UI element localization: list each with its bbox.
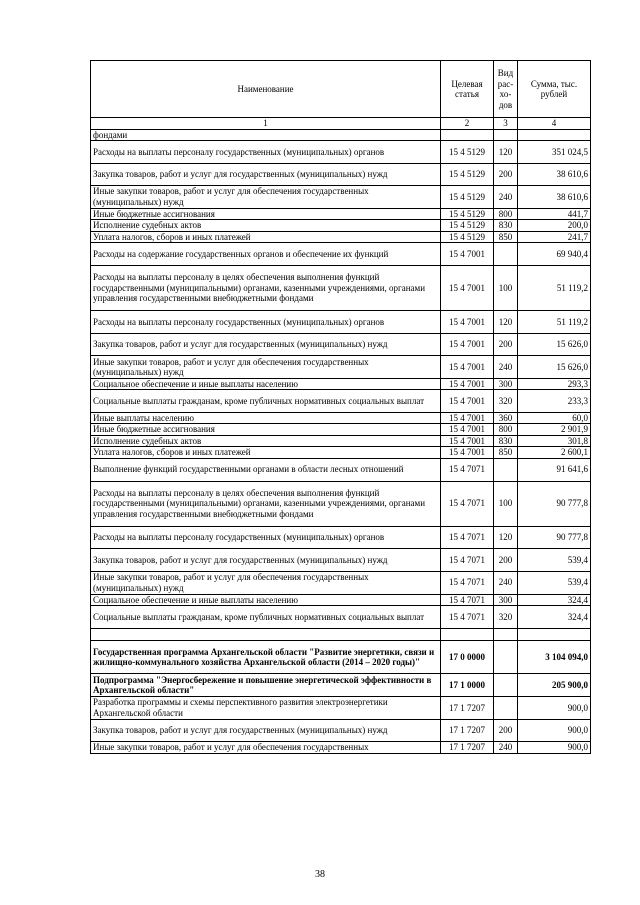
row-code: 15 4 5129 <box>441 163 494 186</box>
row-kind <box>494 458 518 481</box>
row-kind: 850 <box>494 447 518 459</box>
row-code: 15 4 7001 <box>441 333 494 356</box>
row-sum: 441,7 <box>518 208 591 220</box>
row-kind <box>494 243 518 266</box>
table-row <box>91 265 591 310</box>
table-row <box>91 549 591 572</box>
row-kind <box>494 628 518 640</box>
row-kind: 200 <box>494 333 518 356</box>
table-row <box>91 606 591 629</box>
row-name: Расходы на выплаты персоналу в целях обеспечения выполнения функций государственными (муниципальными) органами, казенными учреждениями, органами управления государственными внебюджетными фондами <box>91 481 441 526</box>
row-code: 15 4 7001 <box>441 265 494 310</box>
table-row <box>91 447 591 459</box>
page-number: 38 <box>315 869 325 880</box>
table-row <box>91 141 591 164</box>
row-sum: 900,0 <box>518 719 591 742</box>
row-kind: 850 <box>494 231 518 243</box>
row-code: 15 4 5129 <box>441 220 494 232</box>
table-row <box>91 742 591 754</box>
row-sum: 2 600,1 <box>518 447 591 459</box>
row-code: 15 4 7001 <box>441 390 494 413</box>
row-kind: 100 <box>494 481 518 526</box>
table-header-row <box>91 61 591 118</box>
row-code: 15 4 7071 <box>441 549 494 572</box>
table-row <box>91 311 591 334</box>
row-name: Уплата налогов, сборов и иных платежей <box>91 231 441 243</box>
row-code: 15 4 5129 <box>441 186 494 209</box>
row-sum: 90 777,8 <box>518 481 591 526</box>
row-code: 17 1 0000 <box>441 674 494 697</box>
row-sum: 900,0 <box>518 697 591 720</box>
column-number-row <box>91 118 591 130</box>
row-sum: 324,4 <box>518 606 591 629</box>
row-name: Закупка товаров, работ и услуг для государственных (муниципальных) нужд <box>91 549 441 572</box>
row-code: 15 4 7001 <box>441 311 494 334</box>
row-name: Иные закупки товаров, работ и услуг для обеспечения государственных <box>91 742 441 754</box>
table-row <box>91 333 591 356</box>
row-name <box>91 628 441 640</box>
row-code: 15 4 7071 <box>441 526 494 549</box>
row-kind: 240 <box>494 356 518 379</box>
row-kind: 830 <box>494 220 518 232</box>
row-kind <box>494 674 518 697</box>
table-row <box>91 458 591 481</box>
row-kind: 120 <box>494 141 518 164</box>
column-number: 4 <box>518 118 591 130</box>
row-code: 15 4 7001 <box>441 424 494 436</box>
row-sum: 324,4 <box>518 594 591 606</box>
row-code: 15 4 7071 <box>441 458 494 481</box>
row-name: Исполнение судебных актов <box>91 435 441 447</box>
column-number: 3 <box>494 118 518 130</box>
row-name: Расходы на выплаты персоналу в целях обеспечения выполнения функций государственными (муниципальными) органами, казенными учреждениями, органами управления государственными внебюджетными фондами <box>91 265 441 310</box>
header-sum: Сумма, тыс. рублей <box>518 61 591 118</box>
table-row <box>91 697 591 720</box>
row-kind: 800 <box>494 208 518 220</box>
row-sum: 2 901,9 <box>518 424 591 436</box>
table-row <box>91 356 591 379</box>
row-kind: 300 <box>494 594 518 606</box>
row-code: 15 4 7001 <box>441 435 494 447</box>
row-code: 15 4 7001 <box>441 412 494 424</box>
table-row <box>91 674 591 697</box>
row-kind: 200 <box>494 719 518 742</box>
row-sum: 60,0 <box>518 412 591 424</box>
row-name: Расходы на выплаты персоналу государственных (муниципальных) органов <box>91 526 441 549</box>
table-row <box>91 424 591 436</box>
row-sum: 38 610,6 <box>518 186 591 209</box>
row-name: Расходы на выплаты персоналу государственных (муниципальных) органов <box>91 141 441 164</box>
row-sum: 200,0 <box>518 220 591 232</box>
row-kind: 240 <box>494 742 518 754</box>
table-row <box>91 628 591 640</box>
row-name: Закупка товаров, работ и услуг для государственных (муниципальных) нужд <box>91 163 441 186</box>
row-sum: 241,7 <box>518 231 591 243</box>
table-row <box>91 129 591 141</box>
row-name: Иные закупки товаров, работ и услуг для обеспечения государственных (муниципальных) нужд <box>91 571 441 594</box>
row-name: Иные бюджетные ассигнования <box>91 424 441 436</box>
row-name: Исполнение судебных актов <box>91 220 441 232</box>
row-name: Закупка товаров, работ и услуг для государственных (муниципальных) нужд <box>91 719 441 742</box>
table-row <box>91 163 591 186</box>
row-sum: 3 104 094,0 <box>518 640 591 674</box>
row-name: Государственная программа Архангельской области "Развитие энергетики, связи и жилищно-коммунального хозяйства Архангельской области (2014 – 2020 годы)" <box>91 640 441 674</box>
table-body <box>91 129 591 753</box>
table-row <box>91 220 591 232</box>
row-code: 15 4 5129 <box>441 231 494 243</box>
row-code: 15 4 5129 <box>441 141 494 164</box>
row-code: 17 1 7207 <box>441 697 494 720</box>
row-sum: 15 626,0 <box>518 356 591 379</box>
row-kind <box>494 129 518 141</box>
row-name: фондами <box>91 129 441 141</box>
row-sum: 293,3 <box>518 378 591 390</box>
header-kind: Вид рас-хо-дов <box>494 61 518 118</box>
row-name: Расходы на выплаты персоналу государственных (муниципальных) органов <box>91 311 441 334</box>
row-sum: 900,0 <box>518 742 591 754</box>
row-sum: 91 641,6 <box>518 458 591 481</box>
table-row <box>91 378 591 390</box>
row-code: 15 4 7001 <box>441 378 494 390</box>
row-kind: 200 <box>494 549 518 572</box>
row-kind: 200 <box>494 163 518 186</box>
table-row <box>91 186 591 209</box>
row-sum: 51 119,2 <box>518 311 591 334</box>
row-name: Иные выплаты населению <box>91 412 441 424</box>
row-kind: 120 <box>494 311 518 334</box>
row-name: Иные бюджетные ассигнования <box>91 208 441 220</box>
table-row <box>91 412 591 424</box>
row-code: 15 4 7001 <box>441 447 494 459</box>
row-sum <box>518 628 591 640</box>
header-code: Целевая статья <box>441 61 494 118</box>
table-row <box>91 243 591 266</box>
row-sum: 351 024,5 <box>518 141 591 164</box>
row-sum: 539,4 <box>518 549 591 572</box>
table-row <box>91 571 591 594</box>
row-kind: 800 <box>494 424 518 436</box>
row-sum: 301,8 <box>518 435 591 447</box>
row-code <box>441 628 494 640</box>
table-row <box>91 390 591 413</box>
row-kind <box>494 640 518 674</box>
row-name: Уплата налогов, сборов и иных платежей <box>91 447 441 459</box>
row-sum: 205 900,0 <box>518 674 591 697</box>
row-sum: 38 610,6 <box>518 163 591 186</box>
header-name: Наименование <box>91 61 441 118</box>
row-kind <box>494 697 518 720</box>
row-code: 17 0 0000 <box>441 640 494 674</box>
row-kind: 830 <box>494 435 518 447</box>
row-name: Социальное обеспечение и иные выплаты населению <box>91 378 441 390</box>
table-row <box>91 481 591 526</box>
table-row <box>91 719 591 742</box>
row-code: 17 1 7207 <box>441 719 494 742</box>
table-row <box>91 231 591 243</box>
table-row <box>91 640 591 674</box>
row-kind: 360 <box>494 412 518 424</box>
table-row <box>91 435 591 447</box>
row-name: Расходы на содержание государственных органов и обеспечение их функций <box>91 243 441 266</box>
row-code: 15 4 7001 <box>441 243 494 266</box>
row-kind: 120 <box>494 526 518 549</box>
row-code: 15 4 7071 <box>441 481 494 526</box>
row-code: 15 4 7071 <box>441 606 494 629</box>
row-name: Социальное обеспечение и иные выплаты населению <box>91 594 441 606</box>
row-name: Разработка программы и схемы перспективного развития электроэнергетики Архангельской области <box>91 697 441 720</box>
row-kind: 240 <box>494 186 518 209</box>
column-number: 1 <box>91 118 441 130</box>
row-kind: 240 <box>494 571 518 594</box>
row-sum: 539,4 <box>518 571 591 594</box>
row-kind: 320 <box>494 390 518 413</box>
row-name: Иные закупки товаров, работ и услуг для обеспечения государственных (муниципальных) нужд <box>91 186 441 209</box>
row-code <box>441 129 494 141</box>
row-sum <box>518 129 591 141</box>
column-number: 2 <box>441 118 494 130</box>
row-kind: 100 <box>494 265 518 310</box>
table-row <box>91 526 591 549</box>
row-sum: 233,3 <box>518 390 591 413</box>
row-name: Закупка товаров, работ и услуг для государственных (муниципальных) нужд <box>91 333 441 356</box>
row-kind: 320 <box>494 606 518 629</box>
row-sum: 15 626,0 <box>518 333 591 356</box>
row-sum: 51 119,2 <box>518 265 591 310</box>
row-name: Иные закупки товаров, работ и услуг для обеспечения государственных (муниципальных) нужд <box>91 356 441 379</box>
row-code: 17 1 7207 <box>441 742 494 754</box>
budget-table <box>90 60 591 754</box>
row-name: Подпрограмма "Энергосбережение и повышение энергетической эффективности в Архангельской области" <box>91 674 441 697</box>
row-code: 15 4 7001 <box>441 356 494 379</box>
table-row <box>91 594 591 606</box>
row-sum: 69 940,4 <box>518 243 591 266</box>
row-name: Выполнение функций государственными органами в области лесных отношений <box>91 458 441 481</box>
row-name: Социальные выплаты гражданам, кроме публичных нормативных социальных выплат <box>91 606 441 629</box>
row-code: 15 4 7071 <box>441 571 494 594</box>
row-name: Социальные выплаты гражданам, кроме публичных нормативных социальных выплат <box>91 390 441 413</box>
row-code: 15 4 5129 <box>441 208 494 220</box>
row-code: 15 4 7071 <box>441 594 494 606</box>
table-row <box>91 208 591 220</box>
row-sum: 90 777,8 <box>518 526 591 549</box>
row-kind: 300 <box>494 378 518 390</box>
